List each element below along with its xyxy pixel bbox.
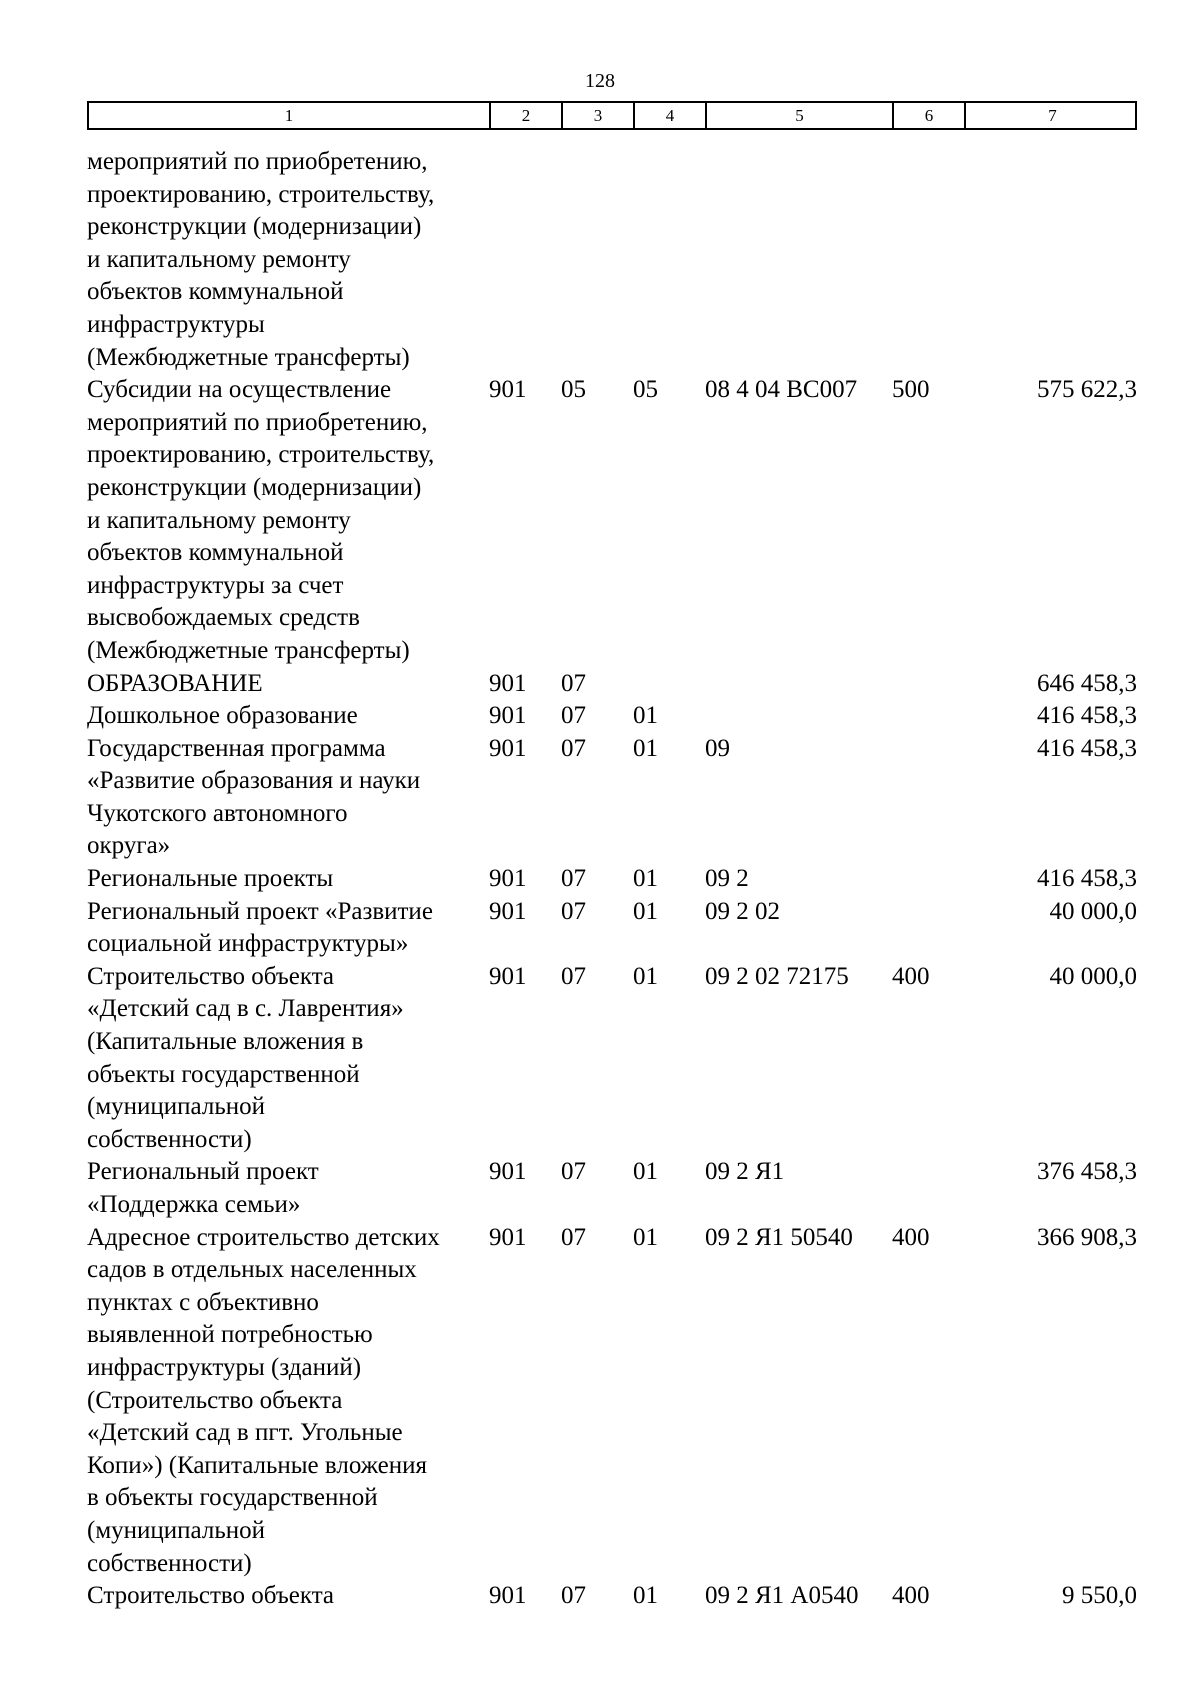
row-code-2: 901: [489, 897, 527, 925]
row-code-6: [890, 146, 962, 374]
row-amount: 40 000,0: [1049, 962, 1137, 990]
row-code-3: 07: [561, 897, 586, 925]
table-body: [87, 146, 1137, 1613]
row-code-5: 08 4 04 ВС007: [705, 376, 858, 404]
row-code-4: 01: [633, 1223, 658, 1251]
row-code-6: 500: [892, 376, 930, 404]
row-amount: 416 458,3: [1037, 734, 1137, 762]
table-row: [87, 1222, 1137, 1581]
row-amount: 575 622,3: [1037, 376, 1137, 404]
row-code-2: 901: [489, 962, 527, 990]
row-code-3: 07: [561, 865, 586, 893]
row-code-2: 901: [489, 669, 527, 697]
table-row: [87, 146, 1137, 374]
row-name: Строительство объекта «Детский сад в с. Лаврентия» (Капитальные вложения в объекты государственной (муниципальной собственности): [87, 962, 404, 1153]
row-code-3: 07: [561, 702, 586, 730]
row-code-2: 901: [489, 376, 527, 404]
row-code-5: 09 2 02 72175: [705, 962, 849, 990]
row-name: ОБРАЗОВАНИЕ: [87, 669, 263, 697]
row-name: Адресное строительство детских садов в отдельных населенных пунктах с объективно выявленной потребностью инфраструктуры (зданий) (Строительство объекта «Детский сад в пгт. Угольные Копи») (Капитальные вложения в объекты государственной (муниципальной собственности): [87, 1223, 440, 1577]
row-code-4: 01: [633, 962, 658, 990]
row-code-5: 09: [705, 734, 730, 762]
row-code-3: 07: [561, 734, 586, 762]
header-cell-4: 4: [633, 103, 705, 128]
row-amount: 646 458,3: [1037, 669, 1137, 697]
row-code-5: 09 2 Я1 50540: [705, 1223, 853, 1251]
header-cell-2: 2: [489, 103, 561, 128]
row-amount: 40 000,0: [1049, 897, 1137, 925]
header-cell-1: 1: [284, 106, 294, 125]
row-code-4: 01: [633, 702, 658, 730]
header-cell-7: 7: [964, 103, 1139, 128]
table-row: [87, 896, 1137, 961]
row-name: Строительство объекта: [87, 1582, 335, 1610]
row-code-5: 09 2 Я1: [705, 1158, 785, 1186]
row-code-5: [703, 700, 890, 733]
row-code-4: [631, 668, 703, 701]
table-row: [87, 700, 1137, 733]
row-code-6: [890, 896, 962, 961]
row-code-4: 01: [633, 897, 658, 925]
row-code-5: 09 2 Я1 А0540: [705, 1582, 859, 1610]
row-name: Дошкольное образование: [87, 702, 358, 730]
row-amount: 376 458,3: [1037, 1158, 1137, 1186]
row-code-2: 901: [489, 1582, 527, 1610]
row-code-3: 05: [561, 376, 586, 404]
row-amount: 366 908,3: [1037, 1223, 1137, 1251]
row-code-3: 07: [561, 669, 586, 697]
table-row: [87, 863, 1137, 896]
row-code-5: [703, 668, 890, 701]
row-code-5: [703, 146, 890, 374]
row-code-5: 09 2: [705, 865, 749, 893]
row-code-2: 901: [489, 865, 527, 893]
row-amount: 9 550,0: [1062, 1582, 1137, 1610]
header-cell-5: 5: [705, 103, 892, 128]
row-code-6: [890, 700, 962, 733]
row-code-4: 01: [633, 1582, 658, 1610]
row-code-6: [890, 863, 962, 896]
row-code-4: [631, 146, 703, 374]
row-code-4: 01: [633, 734, 658, 762]
table-row: [87, 374, 1137, 667]
row-code-6: 400: [892, 962, 930, 990]
header-cell-6: 6: [892, 103, 964, 128]
row-code-4: 01: [633, 1158, 658, 1186]
row-name: Государственная программа «Развитие образования и науки Чукотского автономного округа»: [87, 734, 421, 860]
row-amount: 416 458,3: [1037, 865, 1137, 893]
row-name: Региональный проект «Развитие социальной инфраструктуры»: [87, 897, 433, 958]
row-code-6: [890, 733, 962, 863]
row-code-3: 07: [561, 1223, 586, 1251]
header-cell-3: 3: [561, 103, 633, 128]
row-code-6: 400: [892, 1223, 930, 1251]
row-code-5: 09 2 02: [705, 897, 780, 925]
table-row: [87, 1156, 1137, 1221]
table-row: [87, 1580, 1137, 1613]
row-code-2: 901: [489, 702, 527, 730]
row-code-3: 07: [561, 1582, 586, 1610]
row-code-3: [559, 146, 631, 374]
table-row: [87, 668, 1137, 701]
table-header: [87, 101, 1137, 130]
row-code-2: 901: [489, 734, 527, 762]
page-number: 128: [585, 70, 615, 92]
row-code-4: 05: [633, 376, 658, 404]
row-code-4: 01: [633, 865, 658, 893]
row-name: мероприятий по приобретению, проектированию, строительству, реконструкции (модернизации) и капитальному ремонту объектов коммунальной инфраструктуры (Межбюджетные трансферты): [87, 148, 435, 371]
row-code-6: [890, 668, 962, 701]
row-code-3: 07: [561, 1158, 586, 1186]
row-code-6: 400: [892, 1582, 930, 1610]
row-amount: [962, 146, 1137, 374]
table-row: [87, 733, 1137, 863]
row-code-2: 901: [489, 1223, 527, 1251]
row-name: Субсидии на осуществление мероприятий по приобретению, проектированию, строительству, реконструкции (модернизации) и капитальному ремонту объектов коммунальной инфраструктуры за счет высвобождаемых средств (Межбюджетные трансферты): [87, 376, 435, 664]
row-amount: 416 458,3: [1037, 702, 1137, 730]
row-name: Региональный проект «Поддержка семьи»: [87, 1158, 319, 1218]
table-row: [87, 961, 1137, 1157]
row-code-2: 901: [489, 1158, 527, 1186]
row-name: Региональные проекты: [87, 865, 334, 893]
row-code-6: [890, 1156, 962, 1221]
row-code-2: [487, 146, 559, 374]
row-code-3: 07: [561, 962, 586, 990]
